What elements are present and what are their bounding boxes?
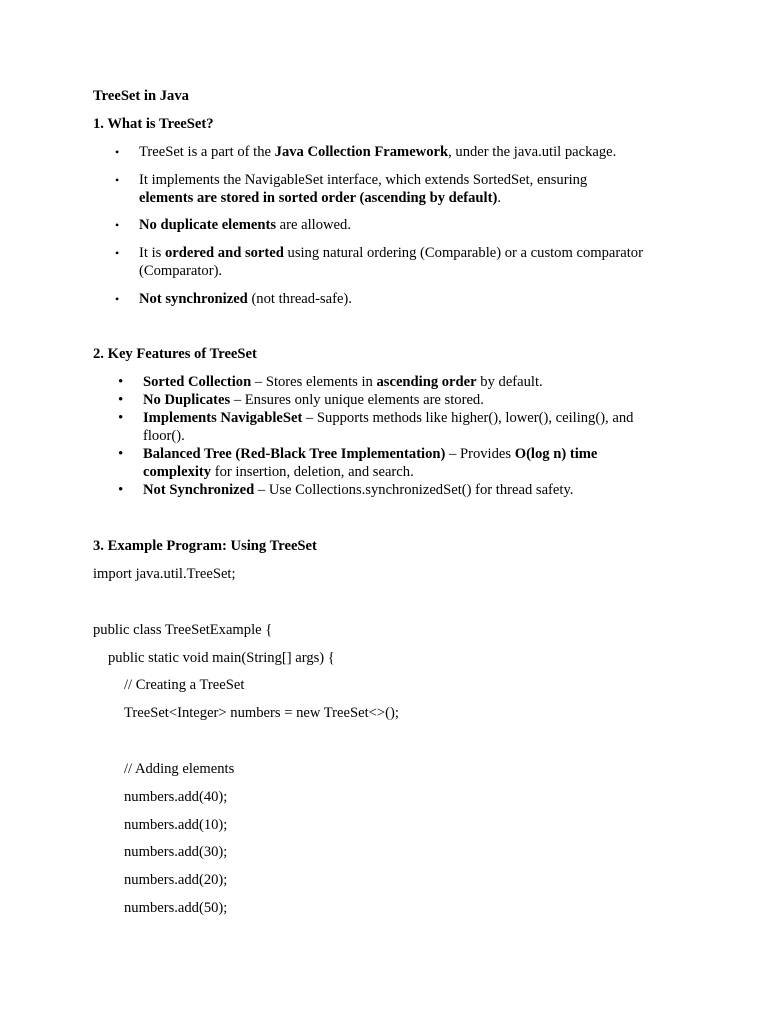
list-item [143, 481, 573, 499]
list-item [139, 290, 352, 308]
list-item-bold: ascending order [376, 374, 477, 390]
bullet-icon: • [118, 410, 124, 426]
section-3-heading: 3. Example Program: Using TreeSet [93, 538, 317, 554]
document-title: TreeSet in Java [93, 88, 189, 104]
list-item-continuation [139, 189, 501, 207]
list-item-bold: complexity [143, 464, 212, 480]
list-item-text: (not thread-safe). [247, 291, 352, 307]
list-item-bold: ordered and sorted [164, 245, 284, 261]
code-line: TreeSet<Integer> numbers = new TreeSet<>(); [124, 705, 399, 721]
list-item [143, 409, 633, 427]
list-item [139, 216, 351, 234]
list-item-text: It is [139, 245, 165, 261]
list-item [143, 373, 543, 391]
code-line: import java.util.TreeSet; [93, 566, 236, 582]
list-item [139, 143, 616, 161]
list-item-text: , under the java.util package. [448, 144, 617, 160]
list-item-bold: Not Synchronized [143, 482, 255, 498]
list-item-text: for insertion, deletion, and search. [211, 464, 414, 480]
list-item [139, 244, 643, 262]
code-line: public class TreeSetExample { [93, 622, 273, 638]
list-item-continuation: (Comparator). [139, 263, 223, 279]
list-item-bold: No Duplicates [143, 392, 231, 408]
bullet-icon: • [115, 173, 120, 187]
code-line: numbers.add(50); [124, 900, 228, 916]
list-item-bold: Sorted Collection [143, 374, 252, 390]
list-item-continuation [143, 463, 414, 481]
list-item-bold: Java Collection Framework [274, 144, 449, 160]
list-item-text: . [497, 190, 501, 206]
list-item-continuation: floor(). [143, 428, 185, 444]
bullet-icon: • [115, 218, 120, 232]
list-item [143, 445, 597, 463]
code-line: // Adding elements [124, 761, 235, 777]
list-item-bold: elements are stored in sorted order (ascending by default) [139, 190, 498, 206]
list-item-text: – Use Collections.synchronizedSet() for thread safety. [254, 482, 574, 498]
list-item: It implements the NavigableSet interface, which extends SortedSet, ensuring [139, 172, 588, 188]
list-item-text: using natural ordering (Comparable) or a custom comparator [283, 245, 643, 261]
bullet-icon: • [115, 292, 120, 306]
code-line: numbers.add(40); [124, 789, 228, 805]
bullet-icon: • [115, 246, 120, 260]
bullet-icon: • [118, 482, 124, 498]
list-item-bold: Balanced Tree (Red-Black Tree Implementation) [143, 446, 446, 462]
code-line: public static void main(String[] args) { [108, 650, 335, 666]
list-item-bold: No duplicate elements [139, 217, 277, 233]
bullet-icon: • [115, 145, 120, 159]
list-item-text: – Ensures only unique elements are stored. [230, 392, 484, 408]
code-line: // Creating a TreeSet [124, 677, 245, 693]
bullet-icon: • [118, 446, 124, 462]
list-item-bold: Implements NavigableSet [143, 410, 303, 426]
list-item-text: – Provides [445, 446, 515, 462]
code-line: numbers.add(10); [124, 817, 228, 833]
list-item [143, 391, 484, 409]
section-2-heading: 2. Key Features of TreeSet [93, 346, 257, 362]
code-line: numbers.add(30); [124, 844, 228, 860]
section-1-heading: 1. What is TreeSet? [93, 116, 214, 132]
list-item-text: TreeSet is a part of the [139, 144, 275, 160]
list-item-text: by default. [476, 374, 543, 390]
list-item-bold: Not synchronized [139, 291, 248, 307]
list-item-text: are allowed. [276, 217, 351, 233]
list-item-bold: O(log n) time [514, 446, 598, 462]
code-line: numbers.add(20); [124, 872, 228, 888]
bullet-icon: • [118, 374, 124, 390]
list-item-text: – Stores elements in [251, 374, 377, 390]
bullet-icon: • [118, 392, 124, 408]
list-item-text: – Supports methods like higher(), lower(), ceiling(), and [302, 410, 634, 426]
